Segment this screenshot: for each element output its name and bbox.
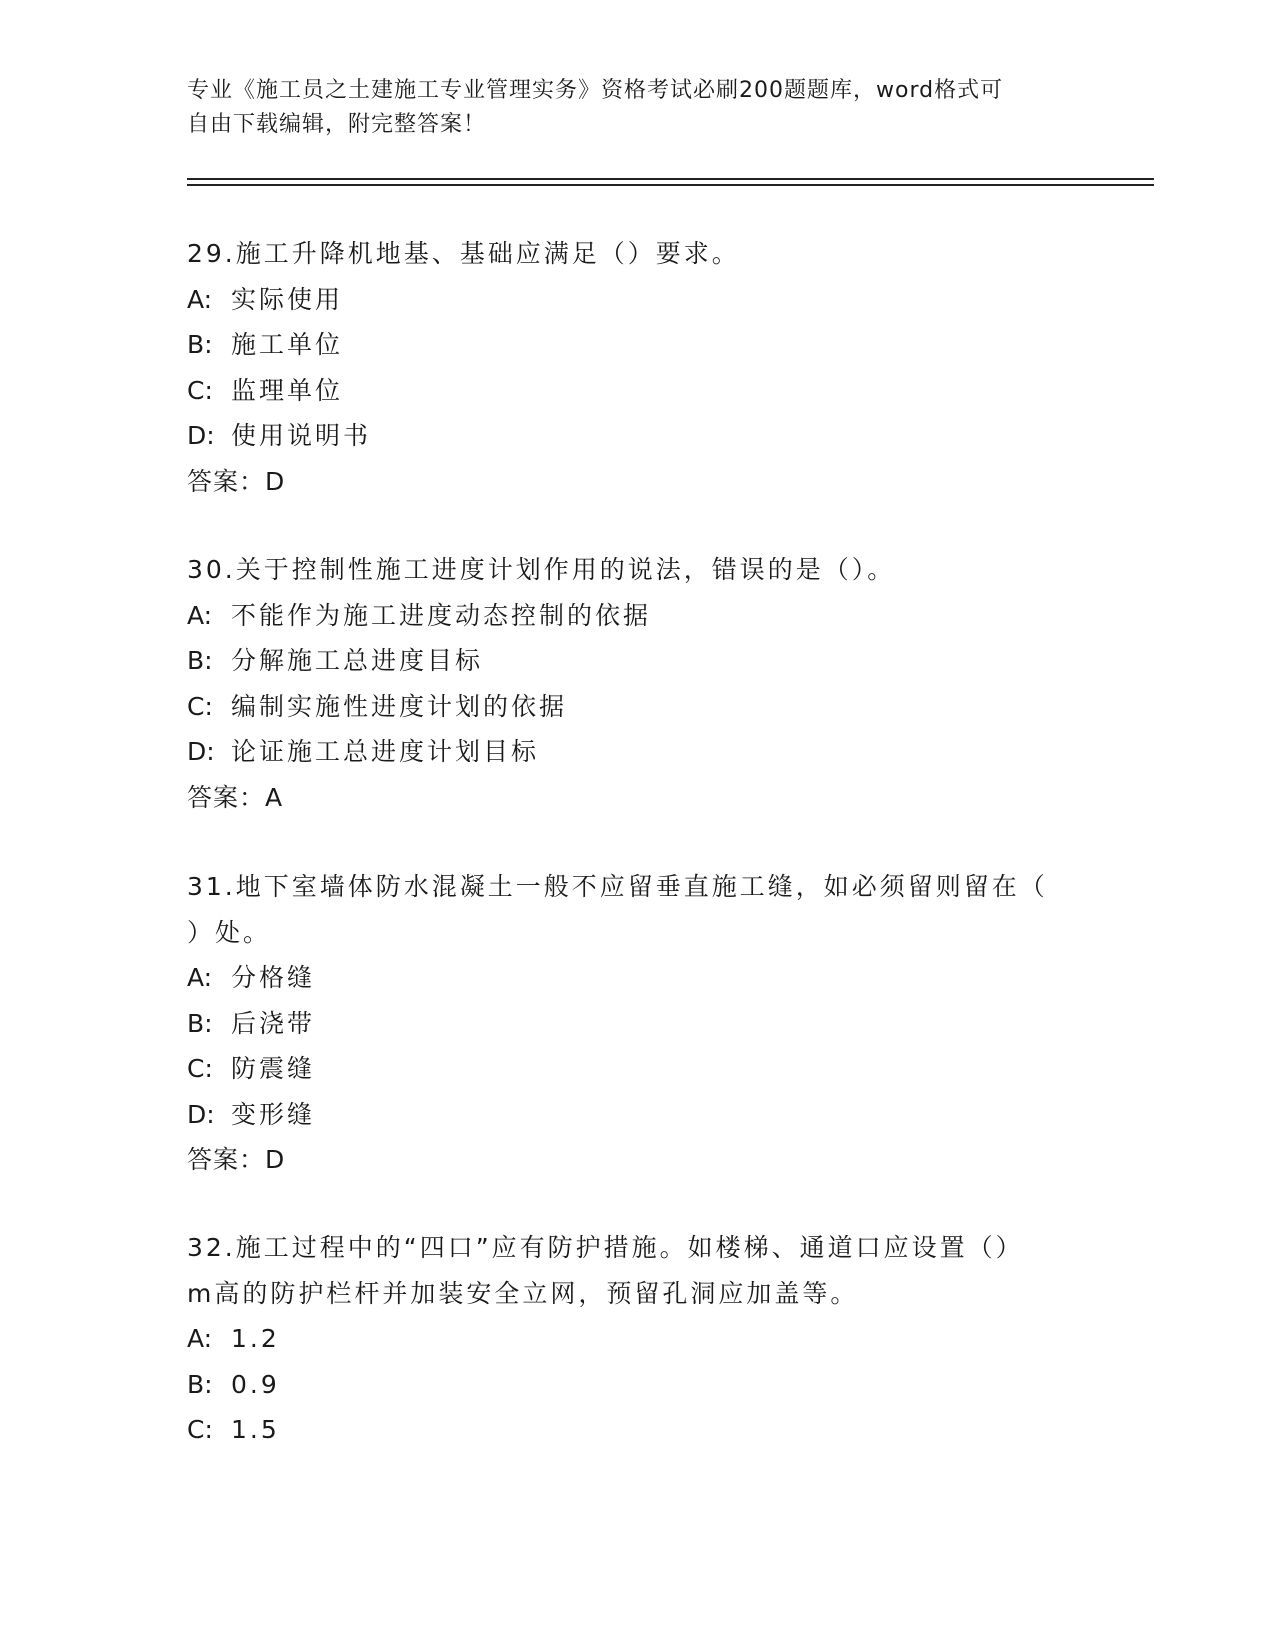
option-text: 变形缝 [231,1099,316,1129]
option-a [187,593,1077,639]
header-line-2: 自由下载编辑，附完整答案！ [187,112,487,137]
option-letter: C: [187,1415,213,1444]
option-letter: C: [187,375,213,405]
question-29 [187,231,1077,504]
option-letter: B: [187,1008,213,1038]
option-letter: B: [187,330,213,359]
question-stem: 31.地下室墙体防水混凝土一般不应留垂直施工缝，如必须留则留在（ [187,872,1048,901]
question-31 [187,864,1077,1183]
option-d [187,729,1077,775]
option-text: 防震缝 [231,1054,316,1083]
document-header [187,74,1087,142]
option-letter: A: [187,963,213,992]
option-text: 0.9 [231,1369,280,1399]
question-32 [187,1225,1077,1453]
option-b [187,638,1077,684]
option-text: 不能作为施工进度动态控制的依据 [231,600,652,630]
header-line-1: 专业《施工员之土建施工专业管理实务》资格考试必刷200题题库，word格式可 [187,78,1004,103]
option-text: 论证施工总进度计划目标 [231,737,540,766]
answer-line: 答案：D [187,466,286,496]
option-text: 1.2 [231,1324,280,1353]
option-text: 1.5 [231,1415,280,1444]
option-b [187,1001,1077,1047]
option-text: 分解施工总进度目标 [231,646,484,675]
question-stem: 32.施工过程中的“四口”应有防护措施。如楼梯、通道口应设置（） [187,1233,1024,1262]
question-stem: 29.施工升降机地基、基础应满足（）要求。 [187,239,740,268]
option-text: 分格缝 [231,963,316,992]
option-text: 后浇带 [231,1008,316,1038]
option-letter: B: [187,1369,213,1399]
option-a [187,955,1077,1001]
option-c [187,684,1077,730]
question-stem-continued: m高的防护栏杆并加装安全立网，预留孔洞应加盖等。 [187,1278,859,1308]
question-stem: 30.关于控制性施工进度计划作用的说法，错误的是（）。 [187,555,896,584]
option-letter: A: [187,600,213,630]
option-c [187,1407,1077,1453]
option-a [187,1316,1077,1362]
option-text: 施工单位 [231,330,344,359]
option-text: 实际使用 [231,284,344,314]
answer-line: 答案：D [187,1145,286,1174]
option-c [187,1046,1077,1092]
option-letter: D: [187,737,215,766]
option-text: 编制实施性进度计划的依据 [231,691,568,721]
question-stem-continued: ）处。 [187,917,272,947]
header-divider-top [187,178,1154,180]
option-text: 监理单位 [231,375,344,405]
option-c [187,368,1077,414]
option-letter: D: [187,421,215,450]
option-letter: B: [187,646,213,675]
option-letter: A: [187,284,213,314]
answer-line: 答案：A [187,782,284,812]
option-letter: C: [187,691,213,721]
option-b [187,322,1077,368]
header-divider-bottom [187,184,1154,186]
option-d [187,1092,1077,1138]
option-text: 使用说明书 [231,421,372,450]
question-30 [187,547,1077,820]
option-letter: D: [187,1099,215,1129]
option-letter: C: [187,1054,213,1083]
option-b [187,1362,1077,1408]
option-a [187,277,1077,323]
option-d [187,413,1077,459]
option-letter: A: [187,1324,213,1353]
